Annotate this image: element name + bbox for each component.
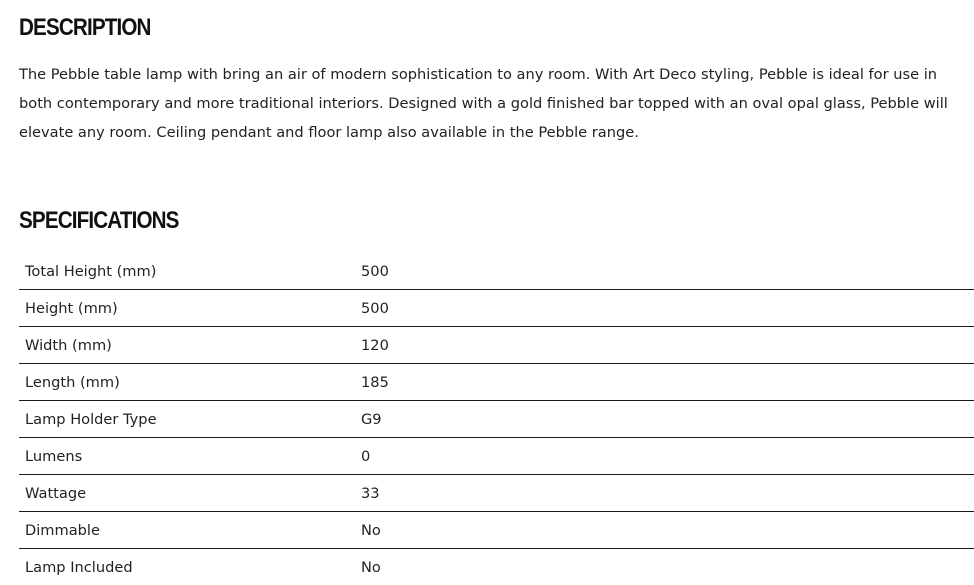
description-heading: DESCRIPTION [19, 14, 151, 41]
spec-row-lamp-holder-type [19, 401, 974, 438]
spec-row-height [19, 290, 974, 327]
spec-row-wattage [19, 475, 974, 512]
spec-value: No [361, 558, 381, 576]
spec-row-total-height [19, 253, 974, 290]
spec-label: Dimmable [25, 521, 100, 539]
spec-label: Lamp Included [25, 558, 133, 576]
spec-label: Height (mm) [25, 299, 118, 317]
spec-label: Length (mm) [25, 373, 120, 391]
spec-value: 500 [361, 299, 389, 317]
description-text: The Pebble table lamp with bring an air of modern sophistication to any room. With Art Deco styling, Pebble is ideal for use in both contemporary and more traditional interiors. Designed with a gold finished bar topped with an oval opal glass, Pebble will elevate any room. Ceiling pendant and floor lamp also available in the Pebble range. [19, 66, 948, 141]
specifications-table [19, 253, 974, 585]
spec-row-lamp-included [19, 549, 974, 585]
spec-value: 185 [361, 373, 389, 391]
spec-row-dimmable [19, 512, 974, 549]
spec-value: 120 [361, 336, 389, 354]
spec-value: 33 [361, 484, 380, 502]
spec-value: 500 [361, 262, 389, 280]
spec-label: Total Height (mm) [25, 262, 157, 280]
spec-value: No [361, 521, 381, 539]
spec-label: Lamp Holder Type [25, 410, 157, 428]
spec-row-lumens [19, 438, 974, 475]
spec-row-width [19, 327, 974, 364]
spec-label: Width (mm) [25, 336, 112, 354]
spec-value: 0 [361, 447, 371, 465]
spec-label: Wattage [25, 484, 87, 502]
specifications-heading: SPECIFICATIONS [19, 207, 179, 234]
spec-value: G9 [361, 410, 382, 428]
spec-row-length [19, 364, 974, 401]
spec-label: Lumens [25, 447, 83, 465]
